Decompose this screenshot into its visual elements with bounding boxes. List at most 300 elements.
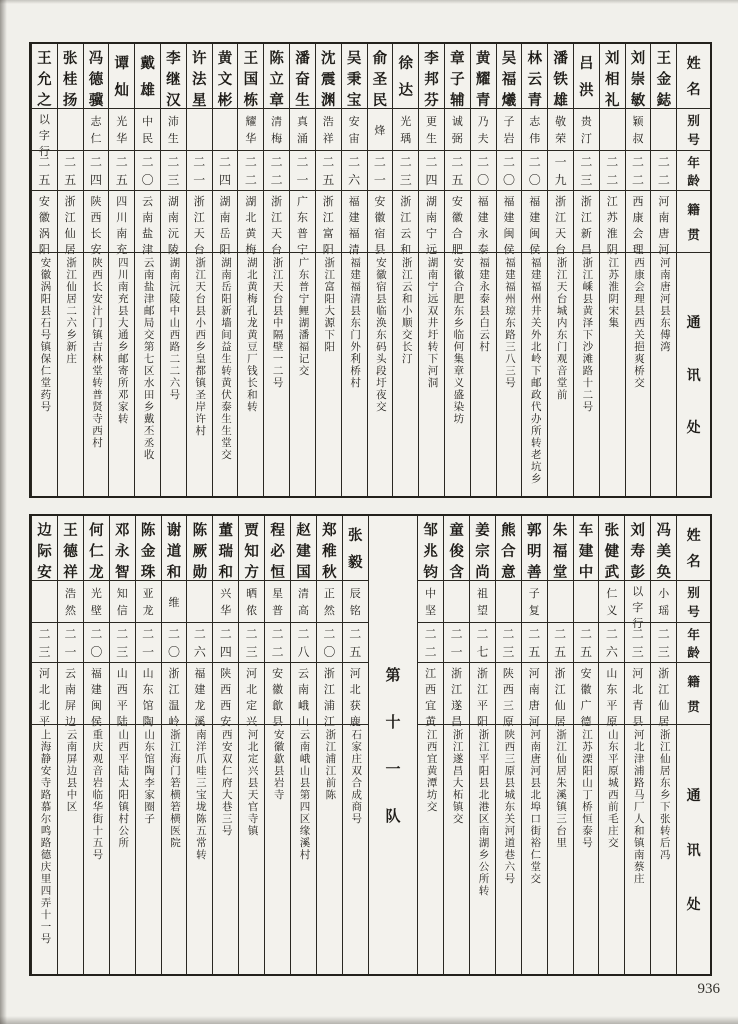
person-name-char: 云 [527,72,543,88]
person-native-place-char: 居 [64,244,76,256]
person-address-text: 江西宜黄潭坊交 [425,729,437,813]
person-name-char: 灿 [114,82,130,99]
person-alias [600,108,625,150]
row-label-native [677,190,710,252]
person-alias-char: 生 [426,133,438,146]
person-age-char: 二 [657,172,670,187]
person-native-place [651,662,676,728]
person-address-text: 浙江天台县小西乡皇都镇圣岸许村 [194,257,206,437]
person-native-place [625,662,650,728]
person-native-place-char: 川 [116,212,128,224]
person-age-char: 二 [64,155,77,170]
person-native-place [162,662,187,728]
person-age-char: 五 [64,172,77,187]
person-alias [238,108,263,150]
person-native-place-char: 安 [374,196,386,208]
person-name-char: 善 [526,565,542,581]
person-name-char: 雄 [140,82,155,99]
person-native-place-char: 陕 [90,196,102,208]
person-column [31,516,57,974]
person-native-place-char: 合 [451,228,463,240]
person-alias [135,108,160,150]
person-age-char: 〇 [168,644,181,659]
person-name [625,516,650,580]
person-alias [32,580,57,622]
person-name-char: 桂 [62,72,78,88]
person-alias-char: 汀 [580,133,592,146]
person-alias-char: 更 [426,115,438,128]
person-name-char: 知 [244,544,259,560]
person-native-place-char: 南 [142,212,154,224]
person-age [522,622,547,662]
person-address-text: 陕西三原县城东关河道巷六号 [503,729,515,885]
person-address-text: 石家庄双合成商号 [350,729,362,825]
person-address-text: 浙江仙居东乡下张转后冯 [658,729,670,861]
person-name-char: 冯 [88,51,104,67]
person-address-text: 浙江仙居朱溪镇三台里 [555,729,567,849]
person-native-place-char: 河 [349,668,361,680]
person-native-place-char: 江 [658,684,670,696]
person-age [187,622,212,662]
person-age-char: 五 [528,644,541,659]
person-native-place-char: 江 [323,716,335,728]
person-age [368,150,393,190]
person-age-char: 二 [219,155,232,170]
person-name-char: 邓 [114,523,130,539]
person-age-char: 二 [554,627,567,642]
person-column [160,44,186,496]
person-name-char: 刘 [604,51,620,67]
row-label-name-char: 姓 [686,529,701,544]
person-column [367,44,393,496]
person-name-char: 冯 [656,523,671,539]
person-age-char: 〇 [477,172,490,187]
person-age-char: 二 [142,627,155,642]
person-column [599,44,625,496]
person-name-char: 瑞 [218,544,234,560]
person-alias [625,580,650,630]
person-name [135,44,160,108]
person-native-place-char: 河 [632,668,644,680]
person-name-char: 毅 [347,554,363,571]
person-alias [239,580,264,622]
person-name [522,516,547,580]
page-number: 936 [697,981,720,997]
person-name [651,44,676,108]
person-column [417,516,443,974]
person-name-char: 健 [604,544,620,560]
person-native-place-char: 浙 [451,668,463,680]
person-name-char: 寿 [630,544,646,560]
person-alias-char: 普 [272,605,284,618]
person-alias-char: 安 [348,115,360,128]
person-native-place-char: 建 [194,684,206,696]
person-name-char: 国 [243,72,259,88]
person-native-place-char: 阳 [38,244,50,256]
person-name-char: 安 [37,565,52,581]
person-native-place-char: 北 [246,684,258,696]
person-native-place-char: 湖 [167,196,179,208]
person-name-char: 吴 [346,51,362,67]
person-name [342,44,367,108]
person-age-char: 二 [632,155,645,170]
person-alias [522,108,547,150]
person-native-place-char: 江 [451,684,463,696]
person-native-place-char: 肥 [451,244,463,256]
person-name [445,44,470,108]
person-alias [548,580,573,622]
person-age-char: 七 [476,644,489,659]
person-alias-char: 清 [271,115,283,128]
person-native-place-char: 东 [142,684,154,696]
person-name-char: 边 [37,523,52,539]
row-label-name [677,44,710,108]
person-age-char: 〇 [528,172,541,187]
person-native-place-char: 岭 [168,716,180,728]
person-native-place-char: 定 [246,700,258,712]
person-name-char: 潘 [295,51,310,67]
person-column [469,516,495,974]
person-name-char: 熊 [501,523,516,539]
person-age-char: 二 [657,155,670,170]
person-name-char: 法 [191,72,207,88]
person-age-char: 二 [349,627,362,642]
person-native-place [239,662,264,728]
person-alias [626,108,651,150]
person-native-place-char: 山 [116,668,128,680]
person-column [212,516,238,974]
person-alias-char: 志 [529,115,541,128]
person-alias-char: 高 [297,605,309,618]
person-native-place-char: 徽 [272,684,284,696]
person-name-char: 民 [372,93,388,109]
person-name-char: 朱 [552,523,568,539]
person-native-place-char: 居 [658,716,670,728]
person-age-char: 三 [580,172,593,187]
person-age-char: 二 [322,155,335,170]
person-name-char: 陈 [140,523,156,539]
row-label-name [677,516,710,580]
person-alias-char: 梅 [271,133,283,146]
person-age [418,622,443,662]
person-age-char: 二 [451,155,464,170]
person-address [393,252,418,496]
person-native-place-char: 南 [116,228,128,240]
person-name-char: 建 [578,544,594,560]
person-alias [496,580,521,622]
person-age-char: 二 [296,155,309,170]
person-native-place-char: 江 [168,684,180,696]
person-name-char: 彬 [217,93,233,109]
person-age-char: 三 [399,172,412,187]
person-name-char: 汉 [166,93,181,109]
person-native-place [264,190,289,256]
person-native-place-char: 北 [39,684,51,696]
person-address [187,252,212,496]
person-alias-char: 坚 [425,605,437,618]
person-native-place-char: 平 [116,700,128,712]
person-name-char: 张 [604,523,620,539]
person-age-char: 一 [554,155,567,170]
person-column [496,44,522,496]
person-name-char: 相 [604,72,620,88]
row-label-alias [677,580,710,622]
person-age [522,150,547,190]
person-native-place-char: 溪 [194,716,206,728]
person-alias-char: 瑀 [400,133,412,146]
row-label-age-char: 龄 [687,174,700,188]
person-alias-char: 中 [425,587,437,600]
person-address [32,252,57,496]
person-native-place-char: 江 [580,212,592,224]
person-name-char: 钧 [423,565,438,581]
person-native-place-char: 淮 [606,228,618,240]
person-name [418,516,443,580]
person-name-char: 洪 [579,82,594,99]
person-name-char: 青 [475,93,491,109]
person-address-text: 浙江海门箬横箬横医院 [169,729,180,849]
person-alias-char: 铭 [349,605,361,618]
person-alias-char: 祥 [322,133,334,146]
person-address [419,252,444,496]
person-alias [109,108,134,150]
person-name [213,516,238,580]
person-native-place-char: 富 [322,228,334,240]
person-native-place [135,190,160,256]
person-native-place-char: 福 [503,196,515,208]
person-address [84,724,109,974]
person-native-place-char: 青 [632,700,644,712]
person-name-char: 郑 [322,523,337,539]
person-alias-char: 祖 [476,587,488,600]
person-name-char: 陈 [192,523,208,539]
person-alias [290,108,315,150]
person-alias-char: 伟 [529,133,541,146]
person-name-char: 谢 [166,523,182,539]
person-address [599,724,624,974]
person-age-char: 二 [631,627,644,642]
person-address [291,724,316,974]
person-native-place-char: 鹿 [349,716,361,728]
person-age-char: 二 [167,155,180,170]
person-native-place-char: 浙 [476,668,488,680]
person-native-place-char: 温 [168,700,180,712]
person-column [290,516,316,974]
person-column [470,44,496,496]
person-age [317,622,342,662]
person-name-char: 金 [140,544,156,560]
person-name [574,44,599,108]
person-age [651,150,676,190]
person-name-char: 沈 [321,51,336,67]
person-age-char: 二 [115,155,128,170]
row-label-address [677,252,710,496]
row-label-age-char: 年 [687,628,700,642]
person-native-place-char: 南 [528,684,540,696]
row-label-address-char: 讯 [686,843,701,859]
person-native-place-char: 新 [580,228,592,240]
person-native-place-char: 云 [142,196,154,208]
person-native-place-char: 河 [528,668,540,680]
roster-table-bottom [29,514,712,976]
person-address-text: 江苏淮阴宋集 [607,257,619,329]
person-native-place-char: 西 [220,700,232,712]
person-age-char: 二 [528,155,541,170]
person-alias [470,580,495,622]
person-name-char: 祥 [63,565,78,581]
person-name-char: 王 [37,51,52,67]
person-address [444,724,469,974]
person-age-char: 三 [245,644,258,659]
person-alias-char: 复 [528,605,540,618]
person-age-char: 一 [193,172,206,187]
person-native-place [445,190,470,256]
person-alias [445,108,470,150]
person-address-text: 四川南充县大通乡邮寄所邓家转 [116,257,128,425]
person-name-char: 董 [218,523,234,539]
person-native-place-char: 苏 [606,212,618,224]
person-native-place-char: 县 [632,716,644,728]
person-alias-char: 小 [658,587,670,600]
person-name [651,516,676,580]
person-native-place [626,190,651,256]
person-native-place [213,662,238,728]
person-name [548,44,573,108]
person-alias-char: 以 [632,586,644,598]
person-alias [264,108,289,150]
row-label-native-char: 籍 [687,203,700,217]
person-name-char: 程 [270,523,285,539]
person-name-char: 吴 [501,51,517,67]
person-native-place [497,190,522,256]
person-name [238,44,263,108]
person-name-char: 圣 [372,72,388,88]
person-column [31,44,57,496]
person-native-place [290,190,315,256]
person-column [315,44,341,496]
person-column [57,516,83,974]
person-native-place-char: 广 [296,196,308,208]
person-address [471,252,496,496]
person-native-place [651,190,676,256]
person-age-char: 二 [271,627,284,642]
person-name [291,516,316,580]
person-address [135,252,160,496]
person-native-place-char: 山 [606,668,618,680]
person-native-place-char: 浦 [323,700,335,712]
row-label-address-char: 处 [686,421,701,437]
person-address [32,724,57,974]
person-native-place-char: 涡 [38,228,50,240]
person-name-char: 张 [62,51,78,67]
person-native-place-char: 云 [400,228,412,240]
person-age [651,622,676,662]
person-column [392,44,418,496]
person-age [239,622,264,662]
person-age-char: 二 [580,627,593,642]
person-native-place-char: 陶 [142,716,154,728]
person-native-place-char: 河 [246,668,258,680]
person-name-char: 何 [89,523,104,539]
person-name-char: 永 [114,544,130,560]
person-alias-char: 侬 [246,605,258,618]
row-label-address-char: 讯 [686,368,701,384]
person-name-char: 意 [501,565,516,581]
person-native-place-char: 天 [555,228,567,240]
person-name-char: 潘 [553,51,568,67]
person-address-text: 安徽涡阳县石号镇保仁堂药号 [39,257,51,413]
person-native-place-char: 遂 [451,700,463,712]
person-native-place-char: 徽 [580,684,592,696]
person-alias [419,108,444,150]
row-label-address-char: 通 [686,789,701,805]
person-native-place-char: 南 [167,212,179,224]
person-native-place [84,662,109,728]
person-age-char: 二 [450,627,463,642]
person-native-place-char: 西 [632,196,644,208]
person-address-text: 上海静安寺路慕尔鸣路德庆里四弄十一号 [39,729,51,945]
person-address [445,252,470,496]
person-native-place-char: 原 [606,716,618,728]
person-alias-char: 贵 [580,115,592,128]
person-native-place-char: 安 [38,196,50,208]
person-address-text: 福建福州琼东路三八三号 [503,257,515,389]
person-name [84,44,109,108]
person-column [83,44,109,496]
person-alias-char: 岩 [503,133,515,146]
person-age-char: 二 [64,627,77,642]
row-label-name-char: 姓 [686,57,701,72]
person-alias-char: 中 [142,115,154,128]
person-native-place-char: 浙 [555,196,567,208]
person-age-char: 二 [116,627,129,642]
person-native-place [600,190,625,256]
person-name [522,44,547,108]
person-column [108,44,134,496]
person-name-char: 际 [37,544,52,560]
person-native-place-char: 安 [90,244,102,256]
person-native-place-char: 浙 [271,196,283,208]
person-alias-char: 信 [116,605,128,618]
person-native-place [470,662,495,728]
person-address [522,252,547,496]
person-name-char: 许 [191,51,207,67]
person-native-place-char: 浙 [168,668,180,680]
person-age-char: 二 [270,172,283,187]
person-native-place-char: 泰 [477,244,489,256]
row-label-native-char: 籍 [687,675,700,689]
person-name-char: 珠 [140,565,156,581]
person-alias-char: 民 [142,133,154,146]
person-alias-char: 子 [528,587,540,600]
person-alias [548,108,573,150]
person-name-char: 堂 [552,565,568,581]
person-native-place-char: 浙 [658,668,670,680]
person-name-char: 赵 [296,523,311,539]
person-age-char: 二 [141,155,154,170]
person-age-char: 一 [64,644,77,659]
person-native-place [58,190,83,256]
person-address [264,252,289,496]
person-age-char: 二 [193,627,206,642]
person-native-place-char: 北 [632,684,644,696]
person-age-char: 二 [168,627,181,642]
person-native-place-char: 河 [39,668,51,680]
row-label-address [677,724,710,974]
person-age [316,150,341,190]
person-column [237,44,263,496]
person-age [626,150,651,190]
